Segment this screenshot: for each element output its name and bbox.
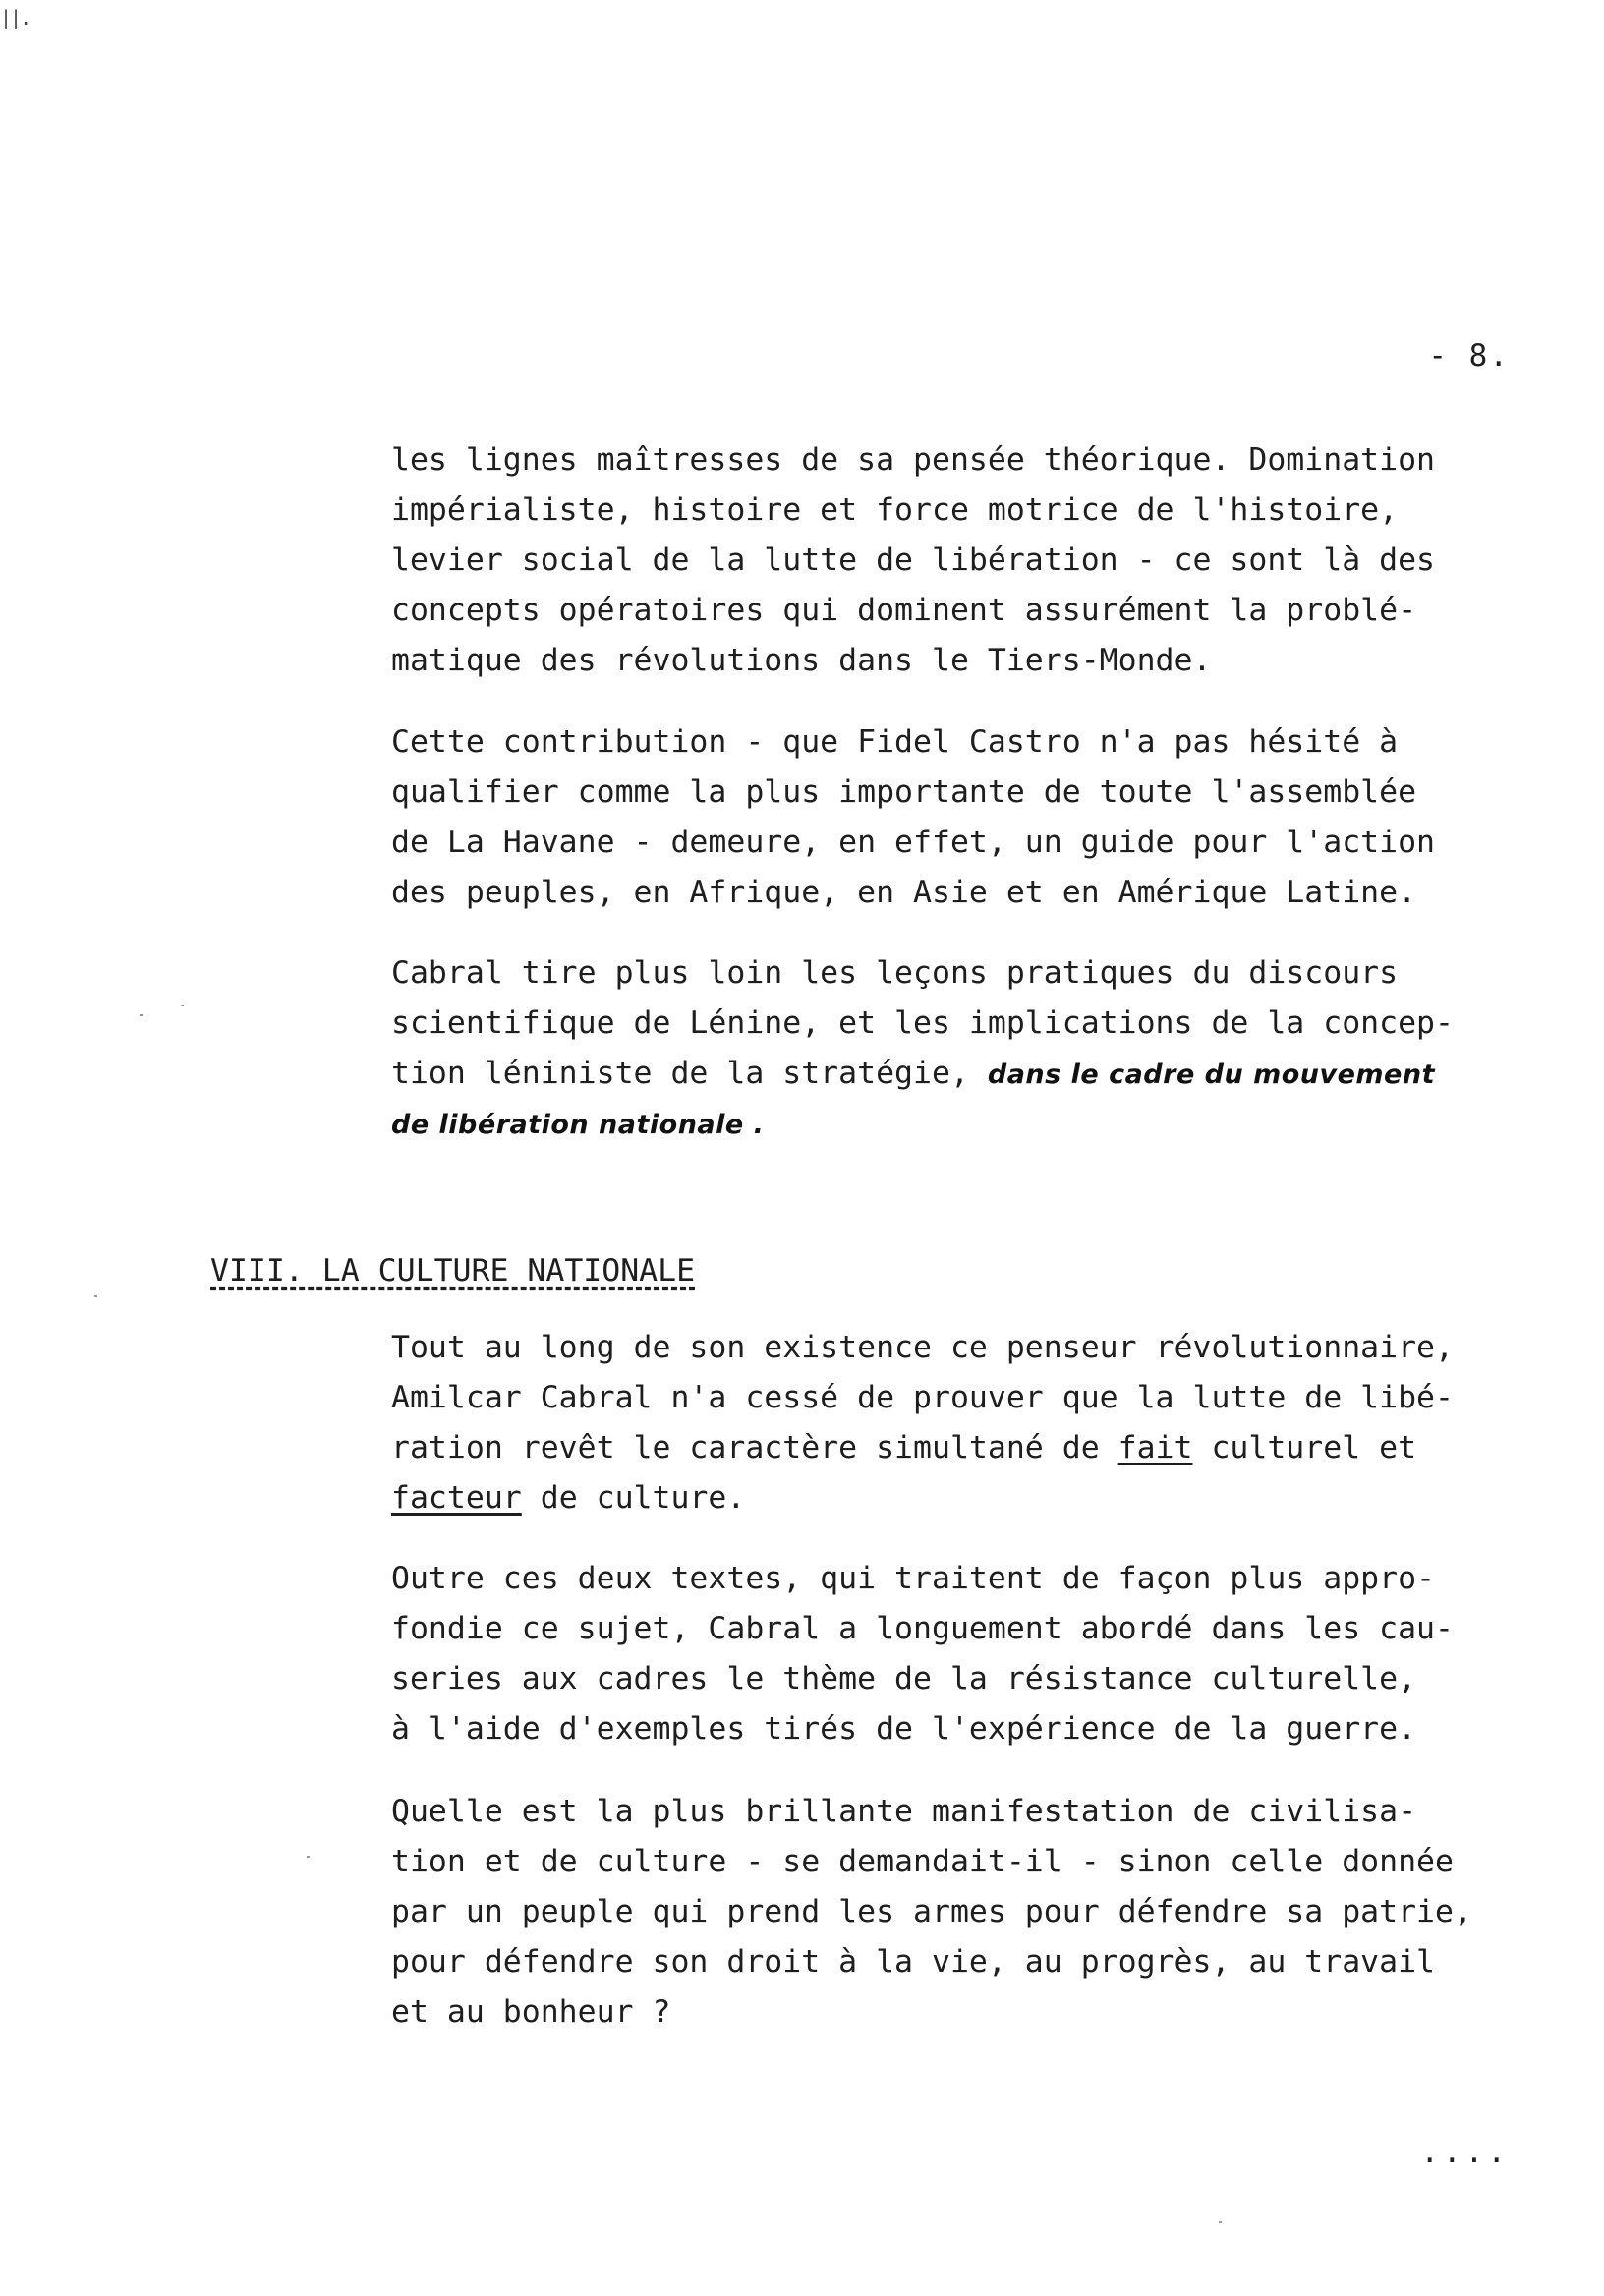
text-line-mixed [391, 1049, 1531, 1100]
page-number: - 8. [1428, 338, 1510, 373]
paragraph-texts [391, 1554, 1531, 1754]
text-fragment: culturel et [1192, 1430, 1417, 1465]
text-line: à l'aide d'exemples tirés de l'expérience de la guerre. [391, 1711, 1417, 1747]
text-line-mixed [391, 1473, 1531, 1523]
text-line: matique des révolutions dans le Tiers-Monde. [391, 643, 1212, 678]
text-line: et au bonheur ? [391, 1994, 671, 2030]
text-line: concepts opératoires qui dominent assurément la problé- [391, 593, 1417, 628]
paragraph-contribution [391, 718, 1531, 918]
paragraph-theory [391, 435, 1531, 686]
text-fragment: ration revêt le caractère simultané de [391, 1430, 1118, 1465]
handwritten-annotation: de libération nationale . [391, 1110, 765, 1140]
scan-speck [181, 1004, 184, 1006]
text-line: Amilcar Cabral n'a cessé de prouver que la lutte de libé- [391, 1380, 1454, 1415]
text-line-mixed [391, 1423, 1531, 1473]
paragraph-culture [391, 1323, 1531, 1523]
continuation-mark: .... [1420, 2135, 1510, 2170]
scan-speck [307, 1856, 310, 1858]
underlined-term: fait [1117, 1430, 1193, 1465]
scan-speck [140, 1014, 143, 1016]
text-line: Tout au long de son existence ce penseur révolutionnaire, [391, 1330, 1454, 1365]
text-line: par un peuple qui prend les armes pour défendre sa patrie, [391, 1894, 1472, 1929]
text-line: de La Havane - demeure, en effet, un guide pour l'action [391, 825, 1436, 860]
text-line: qualifier comme la plus importante de toute l'assemblée [391, 775, 1417, 810]
text-line: pour défendre son droit à la vie, au progrès, au travail [391, 1944, 1436, 1980]
paragraph-civilisation [391, 1787, 1531, 2038]
text-line: levier social de la lutte de libération - ce sont là des [391, 543, 1436, 578]
typed-fragment: tion léniniste de la stratégie, [391, 1056, 988, 1091]
text-line: Cabral tire plus loin les leçons pratiques du discours [391, 955, 1399, 991]
scan-speck [94, 1295, 97, 1297]
text-line: tion et de culture - se demandait-il - sinon celle donnée [391, 1844, 1454, 1879]
underlined-term: facteur [391, 1480, 522, 1516]
text-fragment: de culture. [521, 1480, 746, 1516]
text-line: Cette contribution - que Fidel Castro n'a pas hésité à [391, 724, 1399, 760]
text-line: impérialiste, histoire et force motrice de l'histoire, [391, 492, 1399, 528]
corner-mark: ||. [0, 6, 30, 29]
text-line: des peuples, en Afrique, en Asie et en Amérique Latine. [391, 875, 1417, 910]
paragraph-lenin [391, 948, 1531, 1150]
text-line: scientifique de Lénine, et les implications de la concep- [391, 1005, 1454, 1041]
handwritten-annotation: dans le cadre du mouvement [987, 1060, 1435, 1090]
text-line: fondie ce sujet, Cabral a longuement abordé dans les cau- [391, 1611, 1454, 1646]
section-heading: VIII. LA CULTURE NATIONALE [210, 1253, 696, 1289]
text-line: Quelle est la plus brillante manifestation de civilisa- [391, 1794, 1417, 1829]
text-line: Outre ces deux textes, qui traitent de façon plus appro- [391, 1561, 1436, 1596]
text-line: les lignes maîtresses de sa pensée théorique. Domination [391, 442, 1436, 478]
scan-speck [1219, 2221, 1222, 2223]
text-line: series aux cadres le thème de la résistance culturelle, [391, 1661, 1417, 1696]
